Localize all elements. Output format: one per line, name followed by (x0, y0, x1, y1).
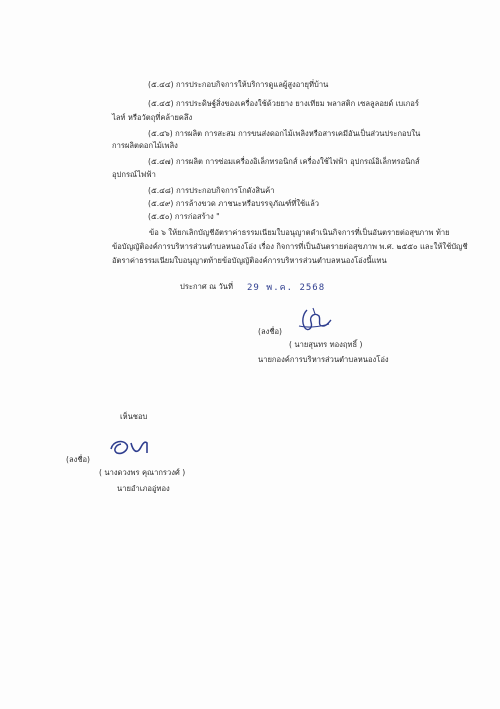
item-547: (๕.๔๗) การผลิต การซ่อมเครื่องอิเล็กทรอนิกส์ เครื่องใช้ไฟฟ้า อุปกรณ์อิเล็กทรอนิกส์ (148, 157, 420, 166)
item-546-cont: การผลิตดอกไม้เพลิง (112, 141, 178, 150)
signer2-position: นายอำเภออู่ทอง (117, 484, 170, 493)
approve-label: เห็นชอบ (120, 412, 148, 421)
signature-1 (293, 306, 333, 334)
item-545: (๕.๔๕) การประดิษฐ์สิ่งของเครื่องใช้ด้วยยาง ยางเทียม พลาสติก เซลลูลอยด์ เบเกอร์ (148, 99, 419, 108)
clause6-line2: ข้อบัญญัติองค์การบริหารส่วนตำบลหนองโอ่ง เรื่อง กิจการที่เป็นอันตรายต่อสุขภาพ พ.ศ. ๒๕๕๐ และให้ใช้บัญชี (112, 242, 468, 251)
signer1-sign-label: (ลงชื่อ) (258, 327, 283, 336)
item-550: (๕.๕๐) การก่อสร้าง " (148, 212, 220, 221)
item-547-cont: อุปกรณ์ไฟฟ้า (112, 170, 156, 179)
signer2-name: ( นางดวงพร คุณากรวงศ์ ) (99, 468, 186, 477)
announce-label: ประกาศ ณ วันที่ (180, 282, 233, 291)
item-549: (๕.๔๙) การล้างขวด ภาชนะหรือบรรจุภัณฑ์ที่ใช้แล้ว (148, 199, 319, 208)
signature-2 (109, 437, 163, 459)
item-545-cont: ไลท์ หรือวัตถุที่คล้ายคลึง (112, 113, 193, 122)
item-548: (๕.๔๘) การประกอบกิจการโกดังสินค้า (148, 186, 275, 195)
announce-date: 29 พ.ค. 2568 (247, 283, 326, 293)
item-546: (๕.๔๖) การผลิต การสะสม การขนส่งดอกไม้เพลิงหรือสารเคมีอันเป็นส่วนประกอบใน (148, 129, 421, 138)
signer2-sign-label: (ลงชื่อ) (66, 455, 91, 464)
signer1-position: นายกองค์การบริหารส่วนตำบลหนองโอ่ง (258, 355, 389, 364)
item-544: (๕.๔๔) การประกอบกิจการให้บริการดูแลผู้สูงอายุที่บ้าน (148, 80, 329, 89)
signer1-name: ( นายสุนทร ทองฤทธิ์ ) (289, 340, 363, 349)
clause6-line1: ข้อ ๖ ให้ยกเลิกบัญชีอัตราค่าธรรมเนียมใบอนุญาตดำเนินกิจการที่เป็นอันตรายต่อสุขภาพ ท้าย (149, 228, 450, 237)
clause6-line3: อัตราค่าธรรมเนียมใบอนุญาตท้ายข้อบัญญัติองค์การบริหารส่วนตำบลหนองโอ่งนี้แทน (112, 256, 387, 265)
